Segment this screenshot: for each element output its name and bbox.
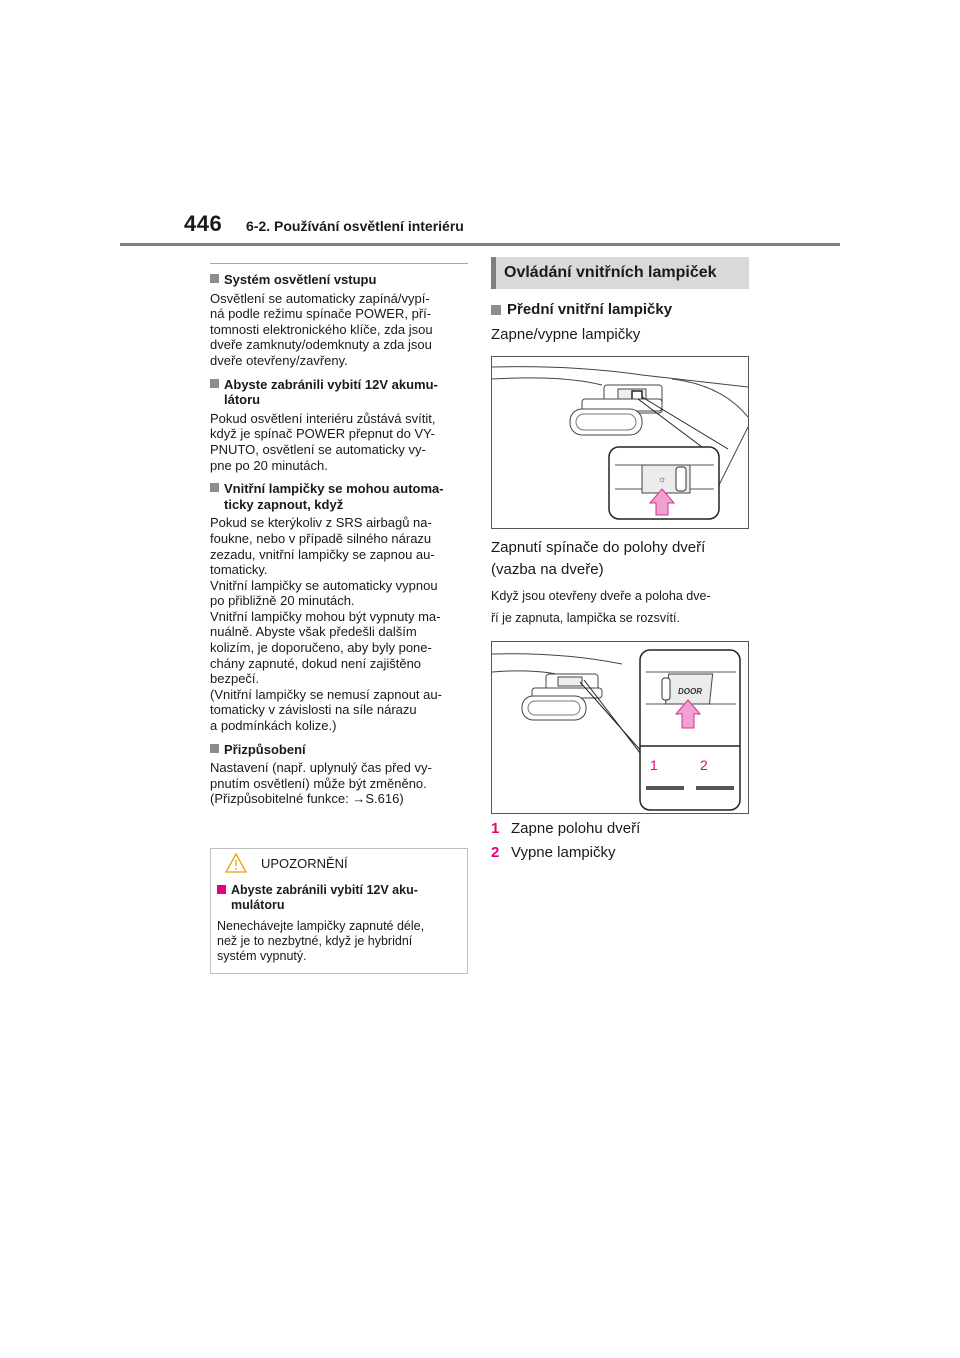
section-title: 6-2. Používání osvětlení interiéru — [246, 218, 464, 234]
square-bullet-icon — [210, 483, 219, 492]
svg-text:2: 2 — [700, 757, 708, 773]
list-number: 1 — [491, 820, 500, 837]
warning-header — [211, 849, 467, 877]
page-header — [0, 0, 960, 250]
warning-box — [210, 848, 468, 974]
subheading-battery — [210, 377, 468, 408]
numbered-list — [491, 818, 749, 864]
door-mode-text-2: (vazba na dveře) — [491, 561, 604, 578]
subheading-customization — [210, 742, 468, 758]
figure-lamp-switch — [491, 356, 749, 529]
figure-door-switch — [491, 641, 749, 814]
paragraph-customization: Nastavení (např. uplynulý čas před vy- pnutím osvětlení) může být změněno. (Přizpůsobitelné funkce: →S.616) — [210, 760, 432, 807]
paragraph-auto-on: Pokud se kterýkoliv z SRS airbagů na- foukne, nebo v případě silného nárazu zezadu, vnitřní lampičky se zapnou au- tomaticky. Vnitřní lampičky se automaticky vypnou po přibližně 20 minutách. Vnitřní lampičky mohou být vypnuty ma- nuálně. Abyste však předešli dalším kolizím, je doporučeno, aby byly pone- chány zapnuté, dokud není zajištěno bezpečí. (Vnitřní lampičky se nemusí zapnout au- tomaticky v závislosti na síle nárazu a podmínkách kolize.) — [210, 515, 442, 734]
square-bullet-icon — [210, 744, 219, 753]
intro-text: Zapne/vypne lampičky — [491, 326, 641, 343]
square-bullet-icon — [217, 885, 226, 894]
list-text: Vypne lampičky — [511, 844, 616, 861]
subheading-entry-lighting — [210, 272, 468, 288]
square-bullet-icon — [491, 305, 501, 315]
left-column — [210, 263, 468, 807]
svg-text:☼: ☼ — [658, 474, 667, 484]
list-text: Zapne polohu dveří — [511, 820, 641, 837]
warning-subheading-text: Abyste zabránili vybití 12V aku- mulátoru — [231, 883, 418, 912]
subheading-text: Vnitřní lampičky se mohou automa- ticky zapnout, když — [224, 481, 444, 512]
door-mode-note-2: ří je zapnuta, lampička se rozsvítí. — [491, 611, 680, 625]
subheading-auto-on — [210, 481, 468, 512]
svg-text:DOOR: DOOR — [678, 687, 702, 696]
warning-text: Nenechávejte lampičky zapnuté déle, než je to nezbytné, když je hybridní systém vypnutý. — [217, 919, 425, 963]
door-mode-text-1: Zapnutí spínače do polohy dveří — [491, 539, 706, 556]
subheading-text: Systém osvětlení vstupu — [224, 272, 377, 287]
warning-triangle-icon — [225, 853, 247, 873]
warning-body — [211, 877, 467, 964]
subheading-text: Přizpůsobení — [224, 741, 306, 757]
warning-subheading — [217, 883, 461, 913]
list-item — [491, 842, 749, 864]
square-bullet-icon — [210, 274, 219, 283]
header-divider — [120, 243, 840, 246]
paragraph-entry-lighting: Osvětlení se automaticky zapíná/vypí- ná podle režimu spínače POWER, pří- tomnosti elektronického klíče, zda jsou dveře zamknuty/odemknuty a zda jsou dveře otevřeny/zavřeny. — [210, 290, 433, 368]
subheading-front-lamps — [491, 301, 749, 318]
svg-text:1: 1 — [650, 757, 658, 773]
warning-title: UPOZORNĚNÍ — [261, 855, 348, 871]
section-banner: Ovládání vnitřních lampiček — [491, 257, 749, 289]
subheading-text: Přední vnitřní lampičky — [507, 301, 673, 318]
left-column-rule — [210, 263, 468, 264]
page-number: 446 — [184, 211, 223, 236]
list-item — [491, 818, 749, 840]
list-number: 2 — [491, 844, 500, 861]
right-column — [491, 257, 749, 864]
door-mode-note-1: Když jsou otevřeny dveře a poloha dve- — [491, 589, 711, 603]
subheading-text: Abyste zabránili vybití 12V akumu- látoru — [224, 376, 438, 408]
paragraph-battery: Pokud osvětlení interiéru zůstává svítit, když je spínač POWER přepnut do VY- PNUTO, osvětlení se automaticky vy- pne po 20 minutách. — [210, 410, 436, 473]
square-bullet-icon — [210, 379, 219, 388]
